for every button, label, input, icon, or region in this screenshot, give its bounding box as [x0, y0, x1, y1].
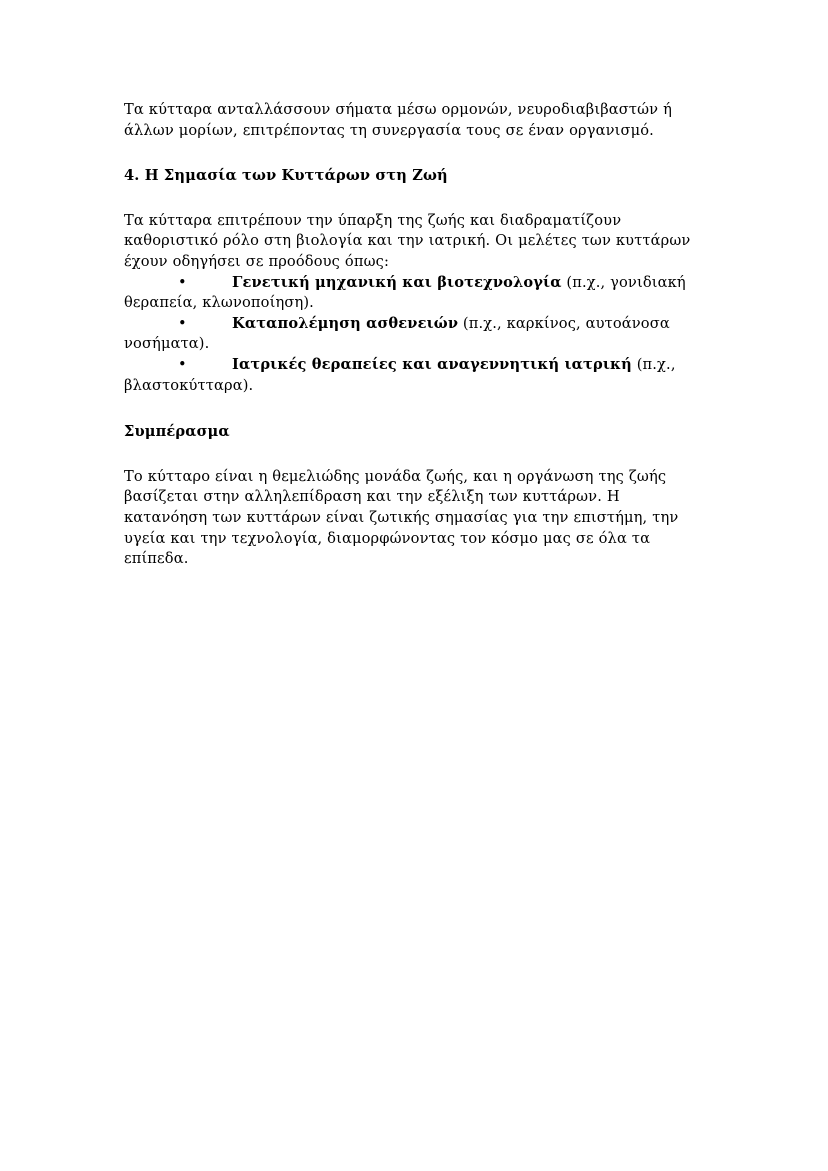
- document-content: [124, 100, 702, 570]
- list-item-rest: (π.χ., γονιδιακή θεραπεία, κλωνοποίηση).: [124, 273, 686, 312]
- list-item-lead: Καταπολέμηση ασθενειών: [232, 314, 459, 332]
- list-item-lead: Γενετική μηχανική και βιοτεχνολογία: [232, 273, 562, 291]
- list-item: [124, 273, 702, 314]
- bullet-glyph-icon: •: [178, 355, 187, 373]
- conclusion-heading: Συμπέρασμα: [124, 423, 230, 441]
- spacer: [124, 141, 702, 166]
- advances-bullet-list: [124, 273, 702, 397]
- spacer: [124, 396, 702, 422]
- section-body-paragraph: Τα κύτταρα επιτρέπουν την ύπαρξη της ζωής και διαδραματίζουν καθοριστικό ρόλο στη βιολογία και την ιατρική. Οι μελέτες των κυττάρων έχουν οδηγήσει σε προόδους όπως:: [124, 211, 691, 270]
- spacer: [124, 187, 702, 211]
- list-item-lead: Ιατρικές θεραπείες και αναγεννητική ιατρική: [232, 355, 632, 373]
- list-item-rest: (π.χ., βλαστοκύτταρα).: [124, 355, 676, 394]
- spacer: [124, 443, 702, 467]
- list-item: [124, 355, 702, 396]
- conclusion-paragraph: Το κύτταρο είναι η θεμελιώδης μονάδα ζωής, και η οργάνωση της ζωής βασίζεται στην αλληλεπίδραση και την εξέλιξη των κυττάρων. Η κατανόηση των κυττάρων είναι ζωτικής σημασίας για την επιστήμη, την υγεία και την τεχνολογία, διαμορφώνοντας τον κόσμο μας σε όλα τα επίπεδα.: [124, 467, 679, 568]
- list-item: [124, 314, 702, 355]
- bullet-glyph-icon: •: [178, 273, 187, 291]
- bullet-glyph-icon: •: [178, 314, 187, 332]
- list-item-rest: (π.χ., καρκίνος, αυτοάνοσα νοσήματα).: [124, 314, 670, 353]
- section-heading: 4. Η Σημασία των Κυττάρων στη Ζωή: [124, 167, 448, 185]
- intro-paragraph: Τα κύτταρα ανταλλάσσουν σήματα μέσω ορμονών, νευροδιαβιβαστών ή άλλων μορίων, επιτρέποντας τη συνεργασία τους σε έναν οργανισμό.: [124, 101, 673, 139]
